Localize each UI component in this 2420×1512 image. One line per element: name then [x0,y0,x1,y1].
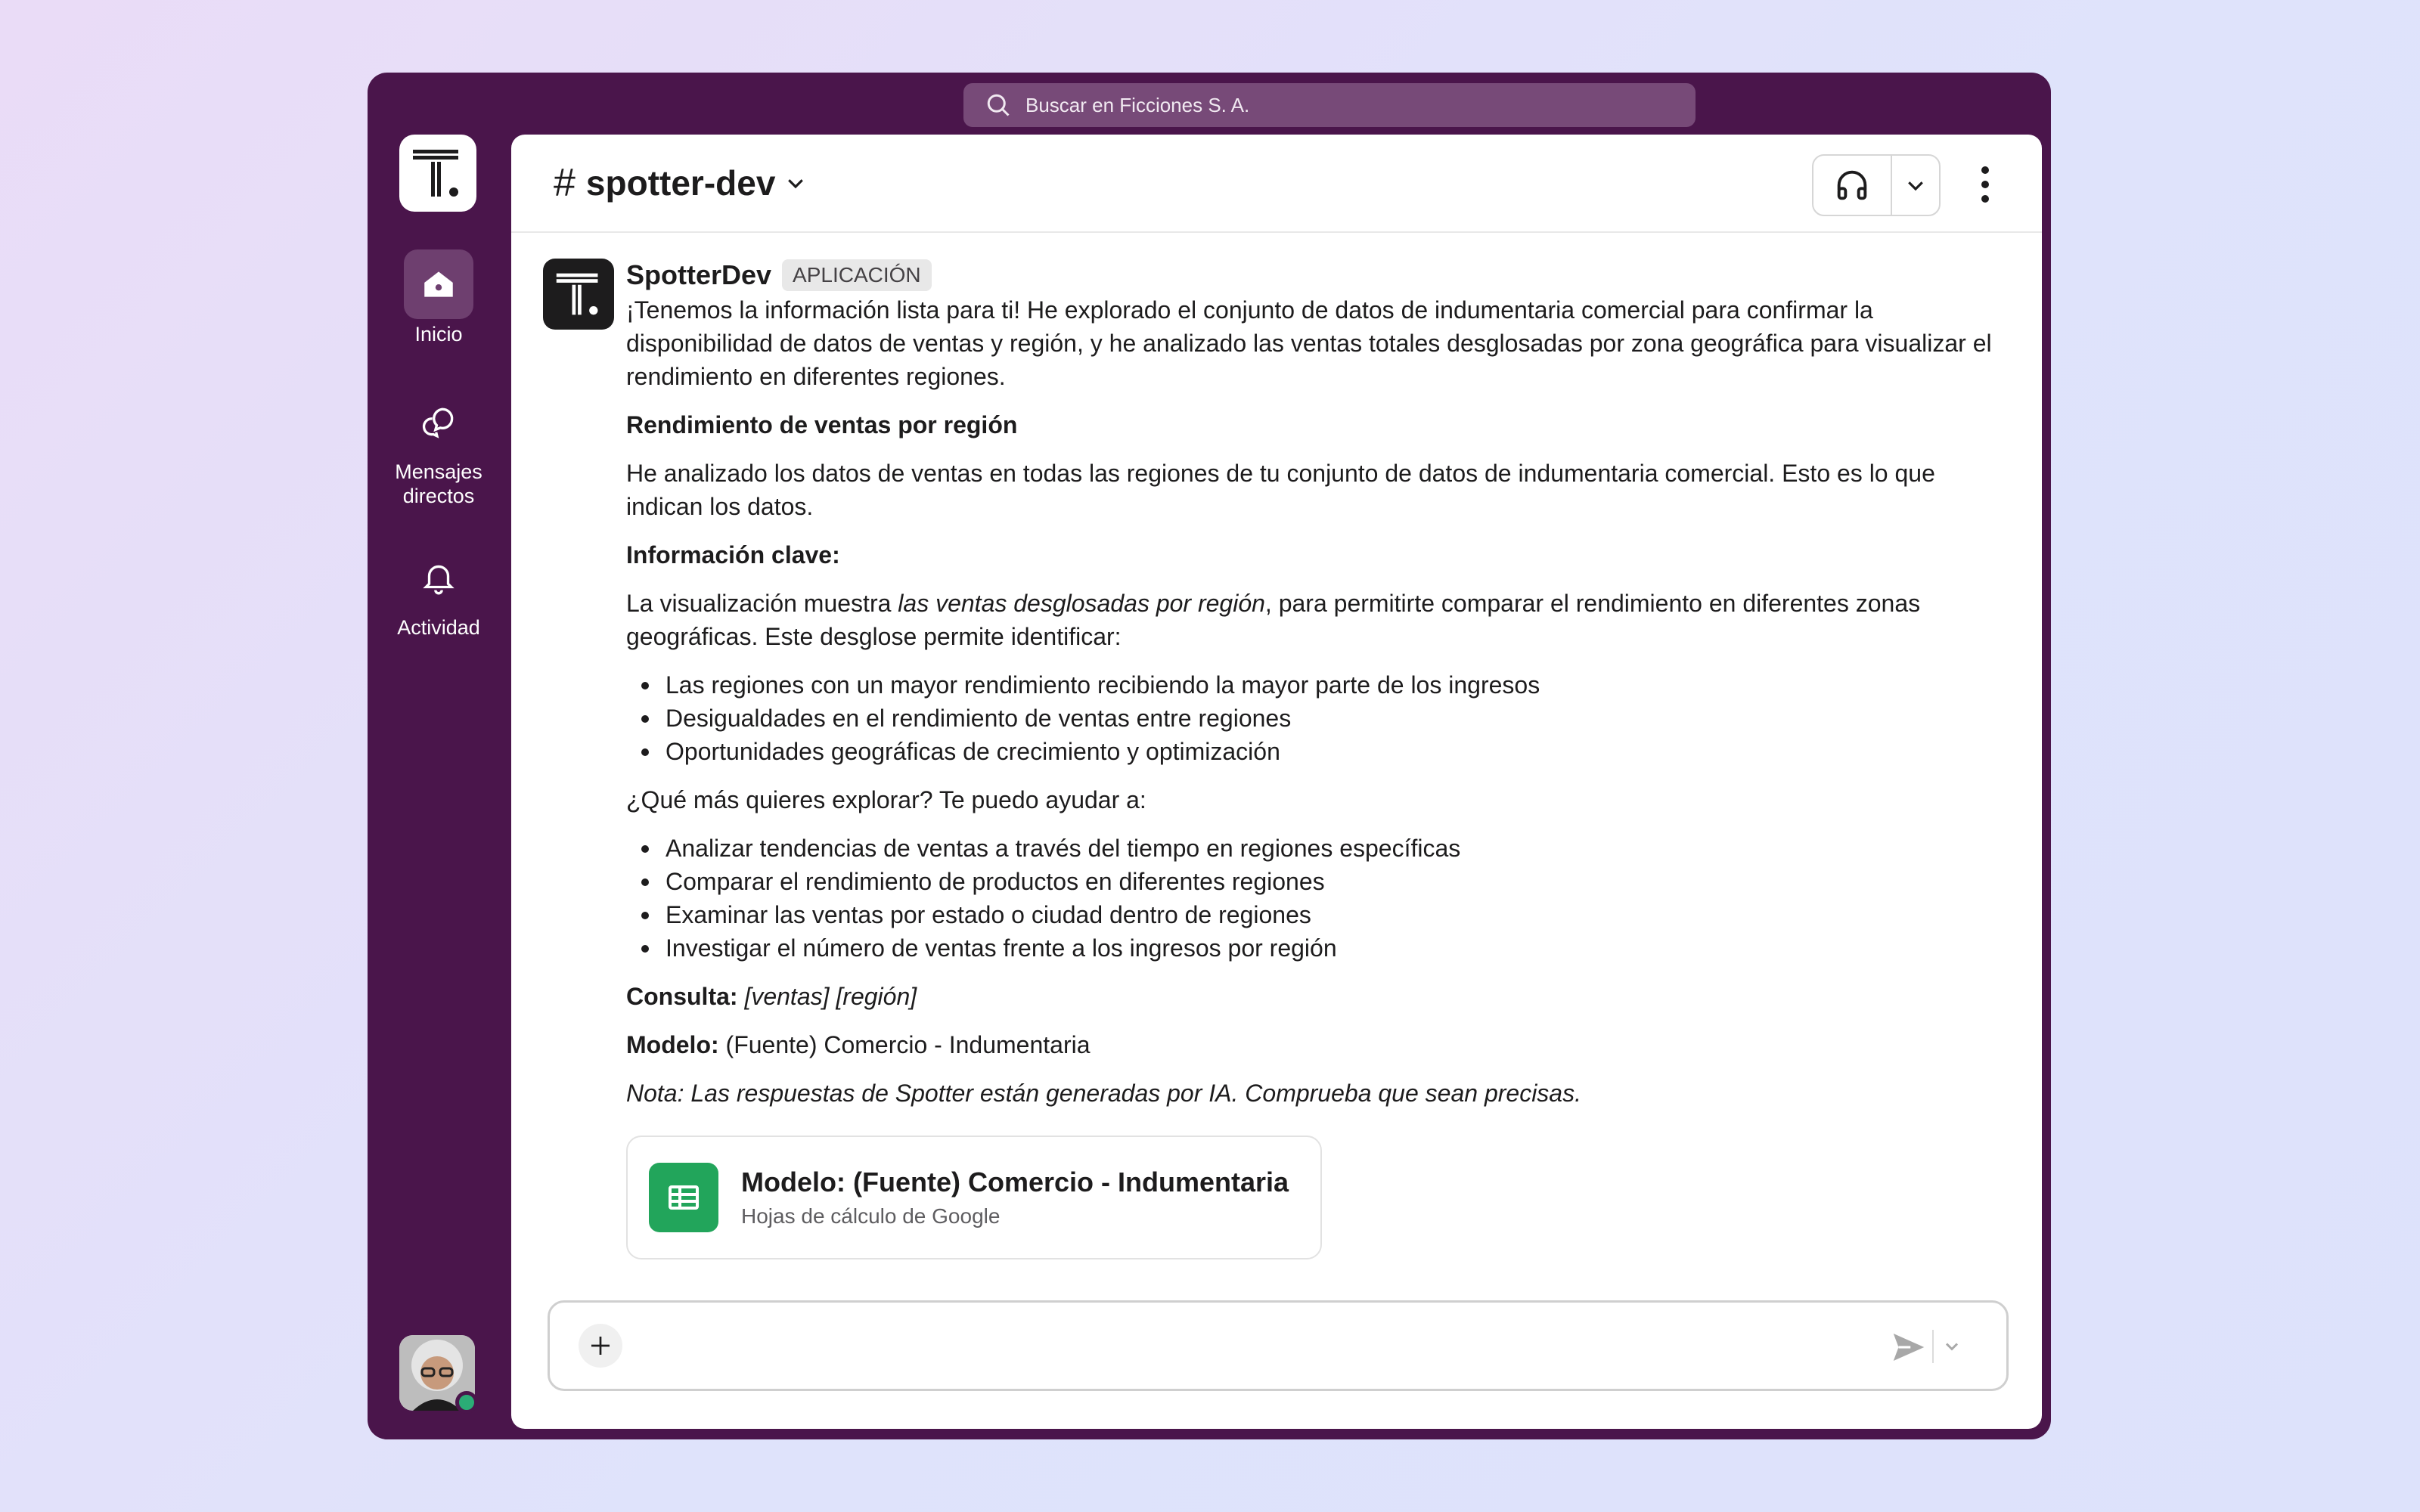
attachment-card[interactable] [626,1136,1322,1259]
workspace-logo[interactable] [399,135,476,212]
app-window [368,73,2051,1439]
list-item: Oportunidades geográficas de crecimiento y optimización [626,735,2010,768]
list-item: Analizar tendencias de ventas a través del tiempo en regiones específicas [626,832,2010,865]
channel-hash: # [554,161,576,205]
card-subtitle: Hojas de cálculo de Google [741,1204,1001,1228]
headphones-icon [1832,166,1872,205]
message-composer[interactable] [548,1300,2009,1391]
ai-note [626,1077,2010,1110]
search-placeholder: Buscar en Ficciones S. A. [1025,93,1250,116]
bot-avatar[interactable] [543,259,614,330]
list-item: Las regiones con un mayor rendimiento recibiendo la mayor parte de los ingresos [626,668,2010,702]
bell-icon-wrap [404,543,473,612]
channel-name: spotter-dev [585,163,776,203]
send-divider [1932,1330,1934,1363]
send-icon[interactable] [1888,1327,1929,1368]
text-emphasis: las ventas desglosadas por región [898,590,1265,617]
rail-label-home: Inicio [414,323,463,345]
user-avatar-button[interactable] [399,1335,476,1412]
text-segment: La visualización muestra [626,590,898,617]
query-label: Consulta: [626,983,738,1010]
message-paragraph: He analizado los datos de ventas en todas las regiones de tu conjunto de datos de indumentaria comercial. Esto es lo que indican los datos. [626,460,1935,520]
attach-button[interactable] [579,1324,622,1368]
presence-indicator [455,1391,478,1414]
huddle-button[interactable] [1813,156,1892,215]
card-title: Modelo: (Fuente) Comercio - Indumentaria [741,1167,1289,1198]
card-text [741,1163,1289,1232]
suggestions-list [626,832,2010,965]
workspace-rail [368,135,510,1439]
message-paragraph [626,587,2010,653]
message-heading: Información clave: [626,541,840,569]
channel-title-button[interactable] [554,160,807,206]
home-icon-wrap [404,249,473,319]
huddle-options-button[interactable] [1892,174,1939,197]
chevron-down-icon [784,172,807,194]
search-icon [985,91,1012,119]
rail-label-activity: Actividad [397,616,480,639]
more-options-button[interactable] [1966,162,2004,207]
ai-note-text: Nota: Las respuestas de Spotter están generadas por IA. Comprueba que sean precisas. [626,1080,1581,1107]
insights-list [626,668,2010,768]
app-logo-icon [554,269,603,319]
channel-header [511,135,2042,233]
spreadsheet-icon [666,1179,702,1216]
workspace-logo-icon [411,147,464,200]
home-icon [420,265,458,303]
query-value: [ventas] [región] [744,983,917,1010]
model-value: (Fuente) Comercio - Indumentaria [725,1031,1091,1058]
chevron-down-icon[interactable] [1941,1336,1962,1357]
rail-item-activity[interactable] [368,543,510,640]
message-body [626,259,2010,1259]
sender-name[interactable]: SpotterDev [626,259,772,290]
direct-messages-icon [420,403,458,441]
plus-icon [587,1332,614,1359]
channel-pane [511,135,2042,1429]
message-question: ¿Qué más quieres explorar? Te puedo ayudar a: [626,786,1146,813]
model-line [626,1028,2010,1061]
list-item: Desigualdades en el rendimiento de ventas entre regiones [626,702,2010,735]
query-line [626,980,2010,1013]
message-intro: ¡Tenemos la información lista para ti! He explorado el conjunto de datos de indumentaria comercial para confirmar la disponibilidad de datos de ventas y región, y he analizado las ventas totales desglosadas por zona geográfica para visualizar el rendimiento en diferentes regiones. [626,296,1992,390]
sender-line [626,259,2010,292]
spreadsheet-icon-wrap [649,1163,718,1232]
model-label: Modelo: [626,1031,719,1058]
bell-icon [420,559,458,596]
rail-label-direct-messages: Mensajes directos [395,460,482,507]
rail-item-direct-messages[interactable] [368,387,510,508]
list-item: Comparar el rendimiento de productos en diferentes regiones [626,865,2010,898]
direct-messages-icon-wrap [404,387,473,457]
app-badge: APLICACIÓN [782,259,932,291]
search-bar[interactable] [963,83,1696,127]
more-vertical-icon [1980,165,1990,204]
rail-item-home[interactable] [368,249,510,346]
list-item: Examinar las ventas por estado o ciudad dentro de regiones [626,898,2010,931]
message-heading: Rendimiento de ventas por región [626,411,1018,438]
huddle-control [1812,154,1941,216]
chevron-down-icon [1904,174,1927,197]
list-item: Investigar el número de ventas frente a los ingresos por región [626,931,2010,965]
text-segment: , para permitirte comparar el rendimiento en diferentes zonas geográficas. Este desglose permite identificar: [626,590,1921,650]
